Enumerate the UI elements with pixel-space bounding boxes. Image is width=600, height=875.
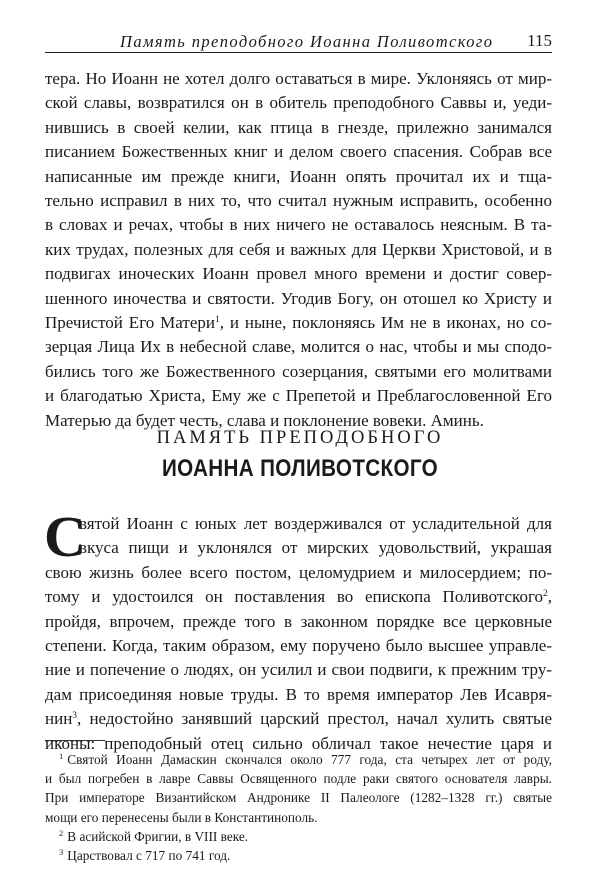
- footnote-line: [59, 846, 552, 865]
- text-line: нившись в своей келии, как птица в гнезде, прилежно занимался: [45, 117, 552, 137]
- footnote-text: Царствовал с 717 по 741 год.: [67, 848, 231, 863]
- text-fragment: , недостойно занявший царский престол, начал хулить святые: [77, 709, 552, 729]
- text-line: вкуса пищи и уклонялся от мирских удовольствий, украшая: [79, 538, 552, 558]
- text-line: тера. Но Иоанн не хотел долго оставаться в мире. Уклоняясь от мир-: [45, 69, 552, 88]
- text-fragment: нин: [45, 709, 73, 729]
- text-line: пройдя, впрочем, прежде того в законном порядке все церковные: [45, 611, 552, 631]
- footnote-2: [45, 827, 552, 846]
- footnote-text: В асийской Фригии, в VIII веке.: [67, 829, 249, 844]
- text-line: писанием Божественных книг и делом своего спасения. Собрав все: [45, 142, 552, 162]
- text-line: [45, 311, 552, 335]
- footnote-ref-1[interactable]: 1: [214, 315, 220, 326]
- running-title: Память преподобного Иоанна Поливотского: [120, 32, 494, 51]
- text-line: подвигах иноческих Иоанн провел много времени и достиг совер-: [45, 264, 552, 284]
- footnote-mark: 1: [59, 751, 64, 761]
- text-line: в словах и речах, чтобы в них ничего не оставалось неясным. В та-: [45, 215, 552, 235]
- footnote-mark: 2: [59, 828, 64, 838]
- text-line: [45, 585, 552, 609]
- section-paragraph: [45, 512, 552, 756]
- text-line: бились того же Божественного созерцания, святыми его молитвами: [45, 361, 552, 381]
- footnote-line: При императоре Византийском Андронике II Палеологе (1282–1328 гг.) святые: [45, 790, 552, 806]
- text-line: шенного иночества и святости. Угодив Богу, он отошел ко Христу и: [45, 288, 552, 308]
- footnote-text: Святой Иоанн Дамаскин скончался около 777 года, ста четырех лет от роду,: [67, 752, 552, 767]
- running-header: [45, 30, 552, 53]
- text-line: тельно исправил в них то, что считал нужным исправить, особенно: [45, 191, 552, 211]
- text-line: написанные им прежде книги, Иоанн опять прочитал их и тща-: [45, 166, 552, 186]
- text-line: иконы: преподобный отец сильно обличал такое нечестие царя и: [45, 733, 552, 753]
- section-kicker: ПАМЯТЬ ПРЕПОДОБНОГО: [156, 428, 444, 448]
- text-line: свою жизнь более всего постом, целомудрием и милосердием; по-: [45, 562, 552, 582]
- drop-cap: С: [44, 504, 86, 569]
- text-line: ской славы, возвратился он в обитель преподобного Саввы и, уеди-: [45, 93, 552, 113]
- text-line: зерцая Лица Их в небесной славе, молится о нас, чтобы и мы сподо-: [45, 337, 552, 357]
- footnote-line: [59, 750, 552, 769]
- text-fragment: Пречистой Его Матери: [45, 313, 215, 333]
- footnote-line: [59, 827, 552, 846]
- text-line: Матерью да будет честь, слава и поклонение вовеки. Аминь.: [45, 410, 484, 430]
- footnote-line: и был погребен в лавре Саввы Освященного подле раки святого основателя лавры.: [45, 771, 552, 787]
- text-fragment: ,: [547, 587, 552, 607]
- footnote-mark: 3: [59, 847, 64, 857]
- text-line: степени. Когда, таким образом, ему поручено было высшее управле-: [45, 636, 552, 656]
- text-line: и благодатью Христа, Ему же с Препетой и Преблагословенной Его: [45, 386, 552, 406]
- text-fragment: , и ныне, поклоняясь Им не в иконах, но со-: [219, 313, 553, 333]
- text-line: ние и попечение о людях, он усилил и свои подвиги, к прежним тру-: [45, 660, 552, 680]
- footnote-1: [45, 750, 552, 827]
- text-line: [45, 707, 552, 731]
- text-line: вятой Иоанн с юных лет воздерживался от усладительной для: [79, 514, 552, 533]
- text-line: дам присоединяя новые труды. В то время император Лев Исавря-: [45, 684, 552, 704]
- text-line: ких трудах, полезных для себя и важных для Церкви Христовой, и в: [45, 239, 552, 259]
- footnote-ref-3[interactable]: 3: [72, 711, 78, 722]
- footnote-ref-2[interactable]: 2: [543, 589, 548, 600]
- footnote-rule: [45, 740, 105, 741]
- continuation-paragraph: [45, 67, 552, 433]
- footnote-3: [45, 846, 552, 865]
- page-number: 115: [527, 31, 552, 50]
- footnote-line: мощи его перенесены были в Константинополь.: [45, 809, 318, 825]
- text-fragment: тому и удостоился он поставления во епископа Поливотского: [45, 587, 543, 607]
- section-title: ИОАННА ПОЛИВОТСКОГО: [161, 455, 439, 482]
